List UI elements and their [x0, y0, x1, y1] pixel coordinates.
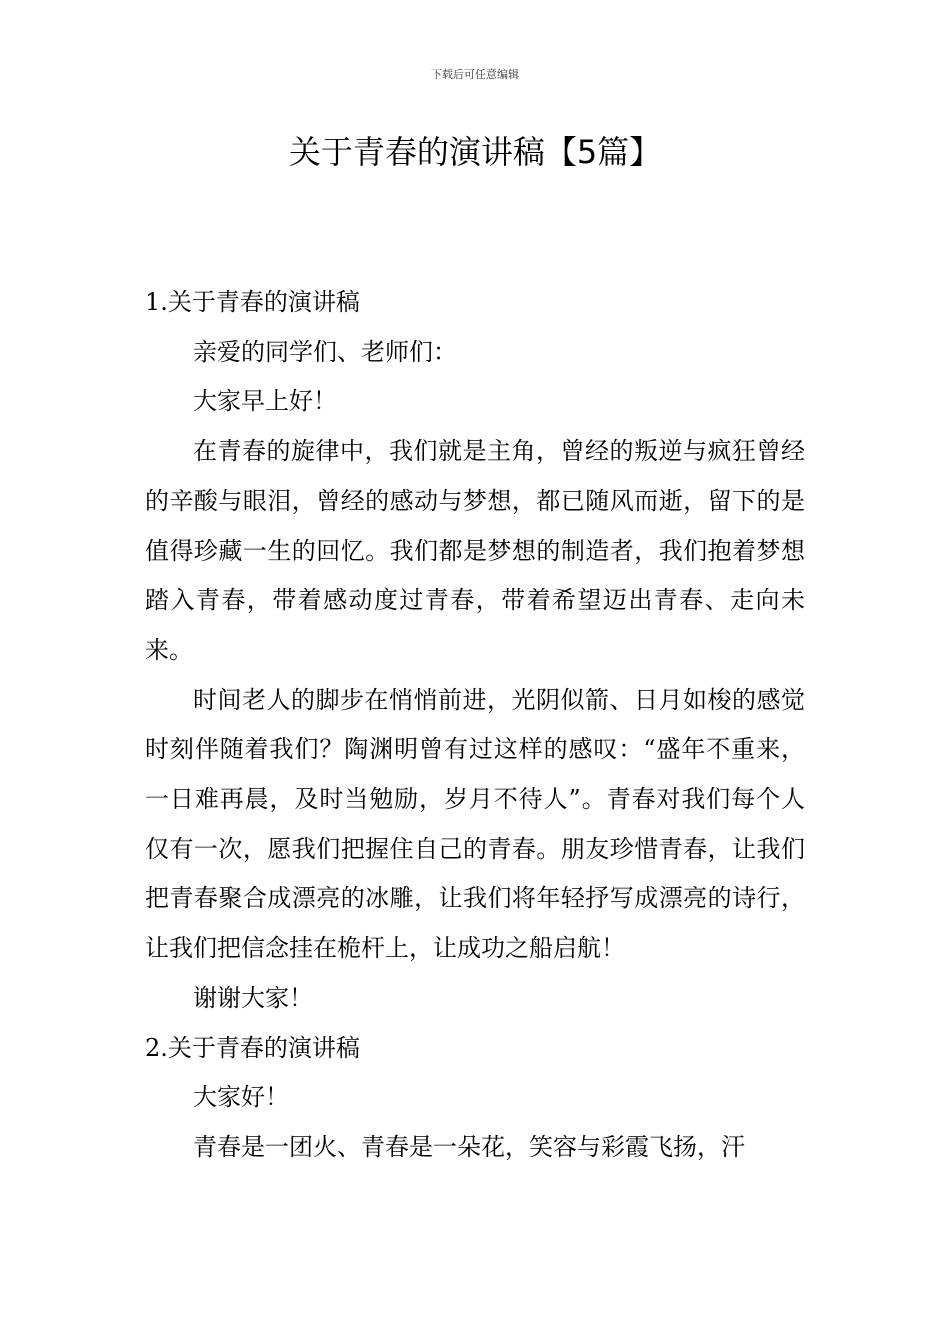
closing: 谢谢大家！ — [193, 983, 313, 1012]
salutation: 亲爱的同学们、老师们： — [193, 337, 457, 366]
greeting: 大家好！ — [193, 1083, 289, 1112]
header-note: 下载后可任意编辑 — [431, 68, 519, 81]
body-paragraph: 青春是一团火、青春是一朵花，笑容与彩霞飞扬，汗 — [193, 1132, 745, 1161]
section-heading: 2.关于青春的演讲稿 — [145, 1033, 360, 1062]
document-title: 关于青春的演讲稿【5篇】 — [288, 133, 662, 171]
body-paragraph: 时间老人的脚步在悄悄前进，光阴似箭、日月如梭的感觉时刻伴随着我们？陶渊明曾有过这样的感叹：“盛年不重来，一日难再晨，及时当勉励，岁月不待人”。青春对我们每个人仅有一次，愿我们把握住自己的青春。朋友珍惜青春，让我们把青春聚合成漂亮的冰雕，让我们将年轻抒写成漂亮的诗行，让我们把信念挂在桅杆上，让成功之船启航！ — [145, 685, 805, 963]
document-body — [145, 278, 805, 1173]
section-heading: 1.关于青春的演讲稿 — [145, 288, 360, 316]
body-paragraph: 在青春的旋律中，我们就是主角，曾经的叛逆与疯狂曾经的辛酸与眼泪，曾经的感动与梦想，都已随风而逝，留下的是值得珍藏一生的回忆。我们都是梦想的制造者，我们抱着梦想踏入青春，带着感动度过青春，带着希望迈出青春、走向未来。 — [145, 437, 805, 664]
greeting: 大家早上好！ — [193, 387, 337, 416]
